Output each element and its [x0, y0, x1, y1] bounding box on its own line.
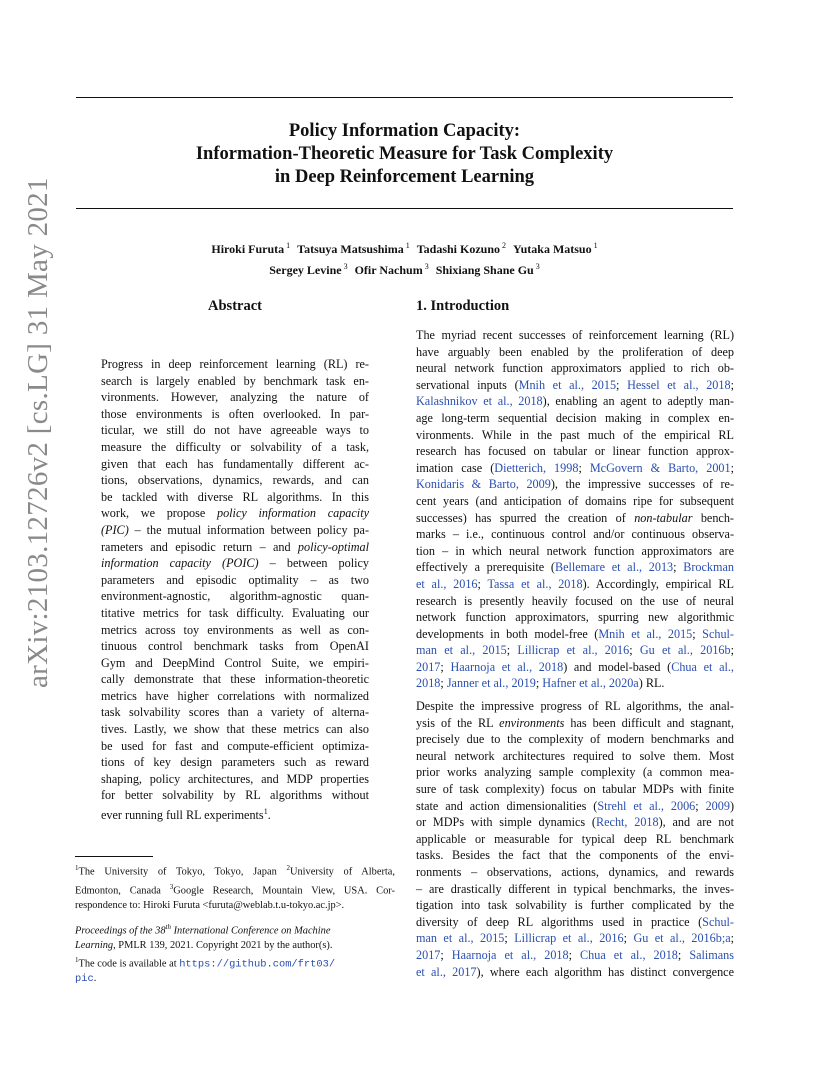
- proceedings-footnote: Proceedings of the 38th International Conference on Machine Learning, PMLR 139, 2021. Copyright 2021 by the author(s).: [75, 922, 333, 951]
- introduction-body: The myriad recent successes of reinforcement learning (RL) have arguably been enabled by the proliferation of deep neural network function approximators applied to rich ob- servational inputs (Mnih et al., 2015; Hessel et al., 2018; Kalashnikov et al., 2018), enabling an agent to adeptly man- age long-term sequential decision making in complex en- vironments. While in the past much of the empirical RL research has focused on tabular or linear function approx- imation case (Dietterich, 1998; McGovern & Barto, 2001; Konidaris & Barto, 2009), the impressive successes of re- cent years (and anticipation of domains ripe for subsequent successes) has spurred the creation of non-tabular bench- marks – i.e., continuous control and/or continuous observa- tion – in which neural network function approximators are effectively a prerequisite (Bellemare et al., 2013; Brockman et al., 2016; Tassa et al., 2018). Accordingly, empirical RL research is presently heavily focused on the use of neural network function approximators, spurring new algorithmic developments in both model-free (Mnih et al., 2015; Schul- man et al., 2015; Lillicrap et al., 2016; Gu et al., 2016b; 2017; Haarnoja et al., 2018) and model-based (Chua et al., 2018; Janner et al., 2019; Hafner et al., 2020a) RL. Despite the impressive progress of RL algorithms, the anal- ysis of the RL environments has been difficult and stagnant, precisely due to the complexity of modern benchmarks and neural network architectures required to solve them. Most prior works analyzing sample complexity (a common mea- sure of task complexity) focus on tabular MDPs with finite state and action dimensionalities (Strehl et al., 2006; 2009) or MDPs with simple dynamics (Recht, 2018), and are not applicable or measurable for typical deep RL benchmark tasks. Besides the fact that the components of the envi- ronments – observations, actions, dynamics, and rewards – are drastically different in typical benchmarks, the inves- tigation into task solvability is further complicated by the diversity of deep RL algorithms used in practice (Schul- man et al., 2015; Lillicrap et al., 2016; Gu et al., 2016b;a; 2017; Haarnoja et al., 2018; Chua et al., 2018; Salimans et al., 2017), where each algorithm has distinct convergence: [416, 328, 735, 979]
- title-line: Information-Theoretic Measure for Task Complexity: [195, 144, 614, 164]
- author: Yutaka Matsuo $^1$: [513, 241, 598, 256]
- footnote-rule: [75, 856, 153, 857]
- title-line: in Deep Reinforcement Learning: [274, 167, 535, 187]
- affiliation-footnote: $^1$The University of Tokyo, Tokyo, Japan $^2$University of Alberta, Edmonton, Canada $^3$Google Research, Mountain View, USA. Cor- respondence to: Hiroki Furuta <furuta@weblab.t.u-tokyo.ac.jp>.: [75, 864, 396, 912]
- author-line: [76, 237, 733, 258]
- author: Sergey Levine $^3$: [269, 262, 348, 277]
- abstract-heading: Abstract: [208, 298, 262, 314]
- abstract-body: Progress in deep reinforcement learning (RL) re- search is largely enabled by benchmark task en- vironments. However, analyzing the nature of those environments is often overlooked. In par- ticular, we still do not have agreeable ways to measure the difficulty or solvability of a task, given that each has fundamentally different ac- tions, observations, dynamics, rewards, and can be tackled with diverse RL algorithms. In this work, we propose policy information capacity (PIC) – the mutual information between policy pa- rameters and episodic return – and policy-optimal information capacity (POIC) – between policy parameters and episodic optimality – as two environment-agnostic, algorithm-agnostic quan- titative metrics for task difficulty. Evaluating our metrics across toy environments as well as con- tinuous control benchmark tasks from OpenAI Gym and DeepMind Control Suite, we empiri- cally demonstrate that these information-theoretic metrics have higher correlations with normalized task solvability scores than a variety of alterna- tives. Lastly, we show that these metrics can also be used for fast and compute-efficient optimiza- tions of key design parameters such as reward shaping, policy architectures, and MDP properties for better solvability by RL algorithms without ever running full RL experiments$^1$.: [101, 357, 370, 823]
- author: Ofir Nachum $^3$: [354, 262, 429, 277]
- author-line: [76, 258, 733, 279]
- author: Shixiang Shane Gu $^3$: [435, 262, 540, 277]
- arxiv-stamp: arXiv:2103.12726v2 [cs.LG] 31 May 2021: [22, 177, 54, 688]
- title-line: Policy Information Capacity:: [288, 121, 521, 141]
- paper-title: [76, 120, 733, 189]
- footnotes: [75, 856, 395, 987]
- title-rule-bottom: [76, 208, 733, 209]
- author-list: [76, 237, 733, 279]
- title-rule-top: [76, 97, 733, 98]
- author: Tatsuya Matsushima $^1$: [297, 241, 410, 256]
- author: Tadashi Kozuno $^2$: [416, 241, 507, 256]
- author: Hiroki Furuta $^1$: [211, 241, 291, 256]
- code-footnote: $^1$The code is available at https://github.com/frt03/ pic.: [75, 956, 336, 986]
- introduction-heading: 1. Introduction: [416, 298, 510, 314]
- code-link[interactable]: https://github.com/frt03/: [179, 958, 336, 971]
- code-link[interactable]: pic: [75, 973, 94, 986]
